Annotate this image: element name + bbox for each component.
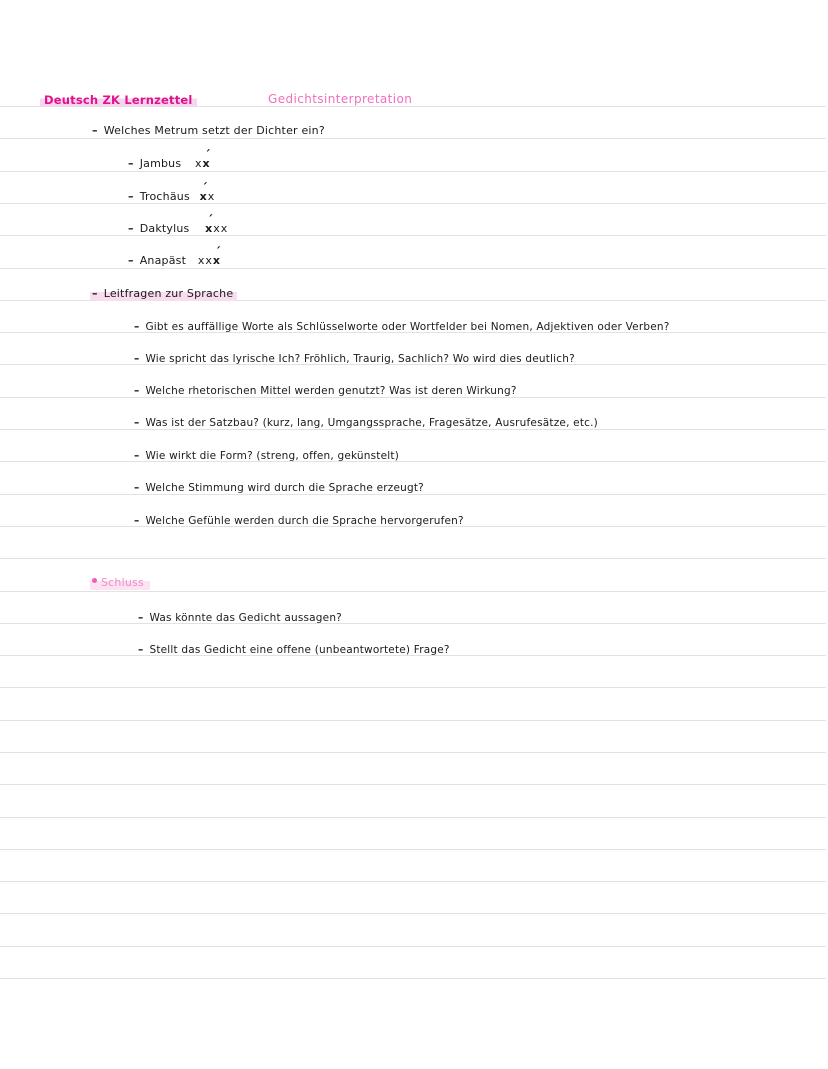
metrum-label: Trochäus bbox=[139, 190, 190, 203]
dash-icon: – bbox=[134, 515, 140, 527]
ruled-line bbox=[0, 235, 826, 236]
ruled-line bbox=[0, 687, 826, 688]
metrum-item-anapaest bbox=[128, 254, 221, 268]
meter-pattern bbox=[198, 254, 221, 268]
sprache-item bbox=[134, 514, 464, 528]
sprache-item-text: Wie spricht das lyrische Ich? Fröhlich, Traurig, Sachlich? Wo wird dies deutlich? bbox=[145, 353, 575, 365]
sprache-item-text: Welche Stimmung wird durch die Sprache erzeugt? bbox=[145, 482, 424, 494]
unstressed-syllable-icon: x bbox=[220, 222, 229, 235]
dash-icon: – bbox=[128, 254, 134, 267]
sprache-item-text: Was ist der Satzbau? (kurz, lang, Umgangssprache, Fragesätze, Ausrufesätze, etc.) bbox=[145, 417, 598, 429]
meter-pattern bbox=[205, 222, 228, 236]
sprache-item bbox=[134, 320, 670, 334]
dash-icon: – bbox=[134, 385, 140, 397]
ruled-line bbox=[0, 720, 826, 721]
metrum-question bbox=[92, 124, 325, 138]
sprache-item-text: Welche rhetorischen Mittel werden genutzt? Was ist deren Wirkung? bbox=[145, 385, 517, 397]
dash-icon: – bbox=[134, 482, 140, 494]
metrum-item-daktylus bbox=[128, 222, 228, 236]
ruled-line bbox=[0, 881, 826, 882]
dash-icon: – bbox=[128, 190, 134, 203]
dash-icon: – bbox=[138, 612, 144, 624]
ruled-line bbox=[0, 203, 826, 204]
metrum-label: Jambus bbox=[139, 157, 182, 170]
sprache-item-text: Gibt es auffällige Worte als Schlüsselworte oder Wortfelder bei Nomen, Adjektiven oder Verben? bbox=[145, 321, 670, 333]
dash-icon: – bbox=[134, 417, 140, 429]
dash-icon: – bbox=[128, 222, 134, 235]
metrum-label: Anapäst bbox=[139, 254, 187, 267]
dash-icon: – bbox=[128, 157, 134, 170]
dash-icon: – bbox=[138, 644, 144, 656]
dash-icon: – bbox=[134, 450, 140, 462]
sprache-item bbox=[134, 384, 517, 398]
schluss-item bbox=[138, 611, 342, 625]
ruled-line bbox=[0, 138, 826, 139]
sprache-item bbox=[134, 352, 575, 366]
schluss-item-text: Was könnte das Gedicht aussagen? bbox=[149, 612, 342, 624]
page-title: Deutsch ZK Lernzettel bbox=[40, 93, 197, 107]
unstressed-syllable-icon: x bbox=[197, 254, 206, 267]
ruled-line bbox=[0, 946, 826, 947]
sprache-item bbox=[134, 481, 424, 495]
dash-icon: – bbox=[134, 353, 140, 365]
meter-pattern bbox=[200, 190, 216, 204]
ruled-line bbox=[0, 913, 826, 914]
page-subtitle: Gedichtsinterpretation bbox=[268, 92, 413, 106]
metrum-label: Daktylus bbox=[139, 222, 190, 235]
ruled-line bbox=[0, 752, 826, 753]
bullet-dot-icon bbox=[92, 578, 97, 583]
ruled-line bbox=[0, 623, 826, 624]
ruled-line bbox=[0, 817, 826, 818]
stressed-syllable-icon: x ´ bbox=[205, 222, 213, 236]
dash-icon: – bbox=[134, 321, 140, 333]
stressed-syllable-icon: x ´ bbox=[203, 157, 211, 171]
schluss-item bbox=[138, 643, 450, 657]
section-heading-text: Leitfragen zur Sprache bbox=[103, 287, 234, 300]
metrum-item-trochaeus bbox=[128, 190, 215, 204]
dash-icon: – bbox=[92, 287, 98, 300]
ruled-line bbox=[0, 591, 826, 592]
section-heading-sprache bbox=[90, 287, 237, 301]
unstressed-syllable-icon: x bbox=[207, 190, 216, 203]
ruled-line bbox=[0, 171, 826, 172]
unstressed-syllable-icon: x bbox=[205, 254, 213, 267]
stressed-syllable-icon: x ´ bbox=[213, 254, 221, 268]
ruled-line bbox=[0, 784, 826, 785]
ruled-line bbox=[0, 849, 826, 850]
unstressed-syllable-icon: x bbox=[195, 157, 203, 170]
unstressed-syllable-icon: x bbox=[213, 222, 221, 235]
ruled-line bbox=[0, 558, 826, 559]
metrum-item-jambus bbox=[128, 157, 211, 171]
ruled-line bbox=[0, 978, 826, 979]
sprache-item-text: Wie wirkt die Form? (streng, offen, gekünstelt) bbox=[145, 450, 400, 462]
schluss-item-text: Stellt das Gedicht eine offene (unbeantwortete) Frage? bbox=[149, 644, 450, 656]
sprache-item-text: Welche Gefühle werden durch die Sprache hervorgerufen? bbox=[145, 515, 464, 527]
ruled-line bbox=[0, 461, 826, 462]
ruled-line bbox=[0, 268, 826, 269]
sprache-item bbox=[134, 449, 399, 463]
stressed-syllable-icon: x ´ bbox=[200, 190, 208, 204]
sprache-item bbox=[134, 416, 598, 430]
meter-pattern bbox=[195, 157, 211, 171]
dash-icon: – bbox=[92, 124, 98, 137]
metrum-question-text: Welches Metrum setzt der Dichter ein? bbox=[103, 124, 325, 137]
section-heading-schluss bbox=[90, 576, 150, 590]
section-heading-text: Schluss bbox=[101, 576, 144, 589]
